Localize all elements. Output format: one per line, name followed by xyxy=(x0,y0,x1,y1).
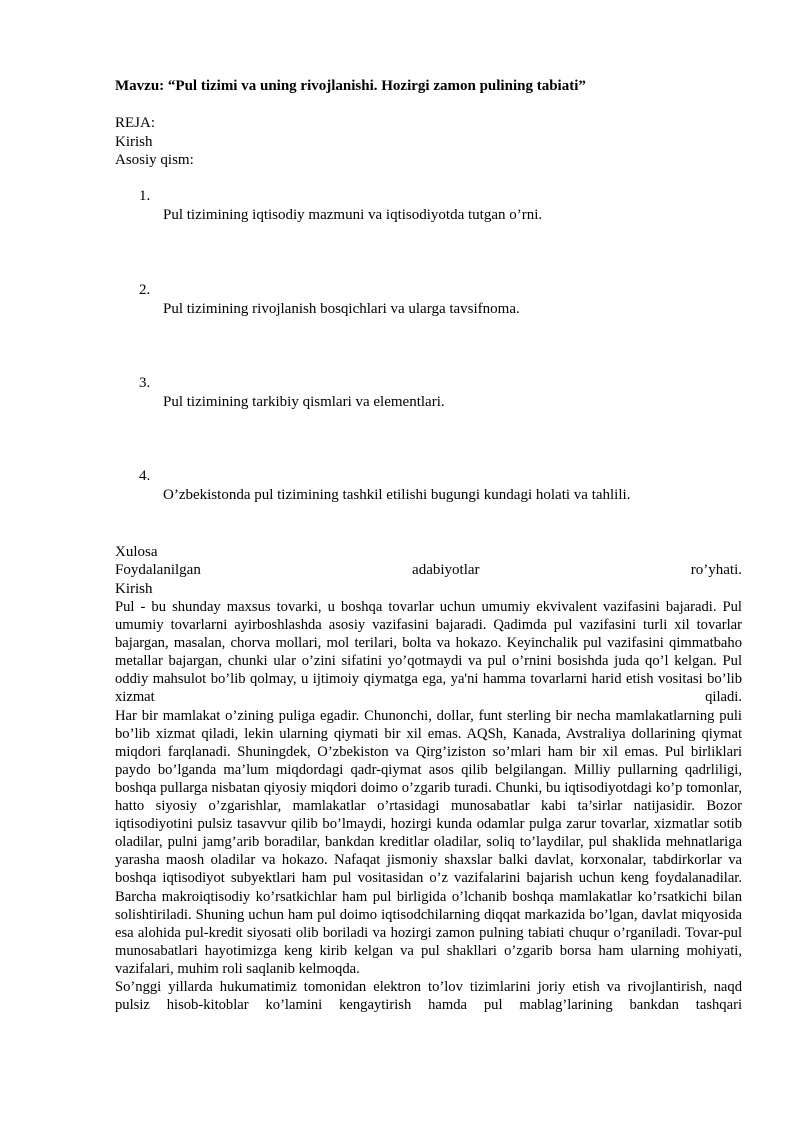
plan-heading: REJA: xyxy=(115,115,156,131)
intro-heading: Kirish xyxy=(115,581,153,597)
plan-item-number: 1. xyxy=(139,188,151,204)
plan-item-number: 2. xyxy=(139,282,151,298)
plan-item-text: Pul tizimining tarkibiy qismlari va elementlari. xyxy=(163,394,445,410)
plan-item-number: 4. xyxy=(139,468,151,484)
intro-body xyxy=(115,598,742,1014)
plan-item-text: Pul tizimining rivojlanish bosqichlari va ularga tavsifnoma. xyxy=(163,301,520,317)
conclusion-label: Xulosa xyxy=(115,544,158,560)
document-title: Mavzu: “Pul tizimi va uning rivojlanishi. Hozirgi zamon pulining tabiati” xyxy=(115,78,586,94)
paragraph: So’nggi yillarda hukumatimiz tomonidan elektron to’lov tizimlarini joriy etish va rivojlantirish, naqd pulsiz hisob-kitoblar ko’lamini kengaytirish hamda pul mablag’larining bankdan tashqari xyxy=(115,978,742,1014)
paragraph: Har bir mamlakat o’zining puliga egadir. Chunonchi, dollar, funt sterling bir necha mamlakatlarning puli bo’lib xizmat qiladi, lekin ularning qiymati bir xil emas. AQSh, Kanada, Avstraliya dollarining qiymat miqdori farqlanadi. Shuningdek, O’zbekiston va Qirg’iziston so’mlari ham bir xil emas. Pul birliklari paydo bo’lganda ma’lum miqdordagi qadr-qiymat asos qilib belgilangan. Milliy pullarning qadrliligi, boshqa pullarga nisbatan qiyosiy miqdori doimo o’zgarib turadi. Chunki, bu iqtisodiyotdagi ko’p tomonlar, hatto siyosiy o’zgarishlar, mamlakatlar o’rtasidagi munosabatlar kabi ta’sirlar natijasidir. Bozor iqtisodiyotini pulsiz tasavvur qilib bo’lmaydi, hozirgi kunda odamlar pulga zarur tovarlar, xizmatlar sotib oladilar, pulni jamg’arib boradilar, bankdan kreditlar oladilar, soliq to’laydilar, pul shaklida mehnatlariga yarasha maosh oladilar va hokazo. Nafaqat jismoniy shaxslar balki davlat, korxonalar, tabdirkorlar va boshqa iqtisodiyot subyektlari ham pul vositasidan o’z vazifalarini bajarish uchun keng foydalanadilar. Barcha makroiqtisodiy ko’rsatkichlar ham pul birligida o’lchanib boshqa mamlakatlar ko’rsatkichi bilan solishtiriladi. Shuning uchun ham pul doimo iqtisodchilarning diqqat markazida bo’lgan, davlat miqyosida esa alohida pul-kredit siyosati olib boriladi va hozirgi zamon pulning tabiati chuqur o’rganiladi. Tovar-pul munosabatlari hayotimizga keng kirib kelgan va pul shakllari o’zgarib borsa ham ularning mohiyati, vazifalari, muhim roli saqlanib kelmoqda. xyxy=(115,707,742,977)
plan-main-label: Asosiy qism: xyxy=(115,152,194,168)
references-word: adabiyotlar xyxy=(412,562,480,578)
references-word: ro’yhati. xyxy=(690,562,742,578)
plan-item-text: Pul tizimining iqtisodiy mazmuni va iqtisodiyotda tutgan o’rni. xyxy=(163,207,543,223)
references-word: Foydalanilgan xyxy=(115,562,201,578)
references-label xyxy=(115,562,742,579)
plan-item-text: O’zbekistonda pul tizimining tashkil etilishi bugungi kundagi holati va tahlili. xyxy=(163,487,631,503)
paragraph: Pul - bu shunday maxsus tovarki, u boshqa tovarlar uchun umumiy ekvivalent vazifasini bajaradi. Pul umumiy tovarlarni ayirboshlashda asosiy vazifasini bajaradi. Qadimda pul vazifasini turli xil tovarlar bajargan, masalan, chorva mollari, mol terilari, bolta va hokazo. Keyinchalik pul vazifasini qimmatbaho metallar bajargan, chunki ular o’zini sifatini yo’qotmaydi va pul o’rnini bosishda juda qo’l kelgan. Pul oddiy mahsulot bo’lib qolmay, u ijtimoiy qiymatga ega, ya'ni hamma tovarlarni harid etish vositasi bo’lib xizmat qiladi. xyxy=(115,599,742,706)
plan-item-number: 3. xyxy=(139,375,151,391)
plan-intro-label: Kirish xyxy=(115,134,153,150)
